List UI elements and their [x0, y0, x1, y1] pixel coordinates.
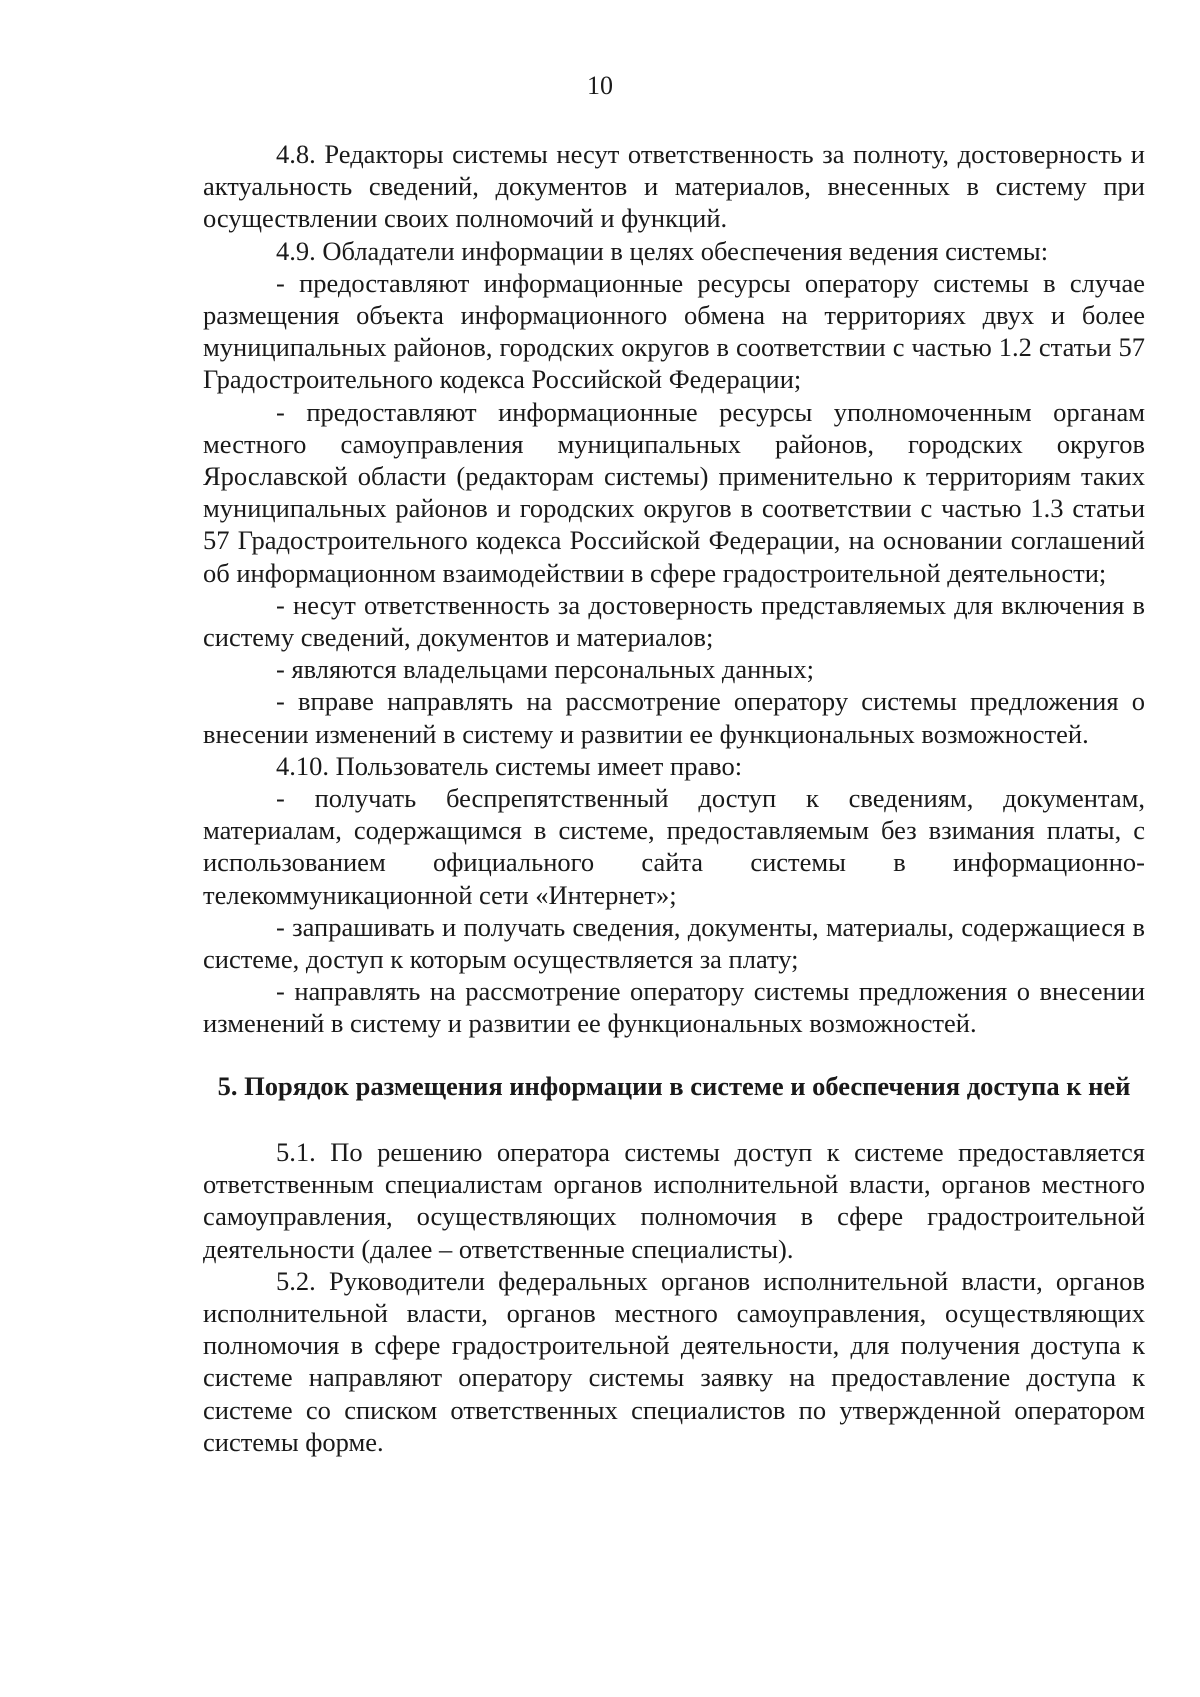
list-item-4-9-5: - вправе направлять на рассмотрение оператору системы предложения о внесении изменений в систему и развитии ее функциональных возможностей. — [203, 686, 1145, 749]
paragraph-4-8: 4.8. Редакторы системы несут ответственность за полноту, достоверность и актуальность сведений, документов и материалов, внесенных в систему при осуществлении своих полномочий и функций. — [203, 139, 1145, 234]
paragraph-4-9: 4.9. Обладатели информации в целях обеспечения ведения системы: — [276, 235, 1049, 266]
section-spacer — [203, 1040, 1145, 1070]
list-item-4-9-3: - несут ответственность за достоверность представляемых для включения в систему сведений, документов и материалов; — [203, 589, 1145, 653]
document-body — [203, 138, 1145, 1458]
list-item-4-9-4: - являются владельцами персональных данных; — [276, 654, 814, 685]
page-number: 10 — [587, 71, 613, 100]
section-spacer — [203, 1102, 1145, 1136]
list-item-4-9-1: - предоставляют информационные ресурсы оператору системы в случае размещения объекта информационного обмена на территориях двух и более муниципальных районов, городских округов в соответствии с частью 1.2 статьи 57 Градостроительного кодекса Российской Федерации; — [203, 267, 1145, 395]
list-item-4-10-1: - получать беспрепятственный доступ к сведениям, документам, материалам, содержащимся в системе, предоставляемым без взимания платы, с использованием официального сайта системы в информационно-телекоммуникационной сети «Интернет»; — [203, 783, 1145, 910]
paragraph-4-10: 4.10. Пользователь системы имеет право: — [276, 750, 743, 781]
paragraph-5-2: 5.2. Руководители федеральных органов исполнительной власти, органов исполнительной власти, органов местного самоуправления, осуществляющих полномочия в сфере градостроительной деятельности, для получения доступа к системе направляют оператору системы заявку на предоставление доступа к системе со списком ответственных специалистов по утвержденной оператором системы форме. — [203, 1265, 1145, 1457]
list-item-4-10-3: - направлять на рассмотрение оператору системы предложения о внесении изменений в систему и развитии ее функциональных возможностей. — [203, 976, 1145, 1039]
paragraph-5-1: 5.1. По решению оператора системы доступ к системе предоставляется ответственным специалистам органов исполнительной власти, органов местного самоуправления, осуществляющих полномочия в сфере градостроительной деятельности (далее – ответственные специалисты). — [203, 1136, 1145, 1264]
section-heading: 5. Порядок размещения информации в системе и обеспечения доступа к ней — [217, 1070, 1131, 1101]
list-item-4-10-2: - запрашивать и получать сведения, документы, материалы, содержащиеся в системе, доступ к которым осуществляется за плату; — [203, 911, 1145, 975]
list-item-4-9-2: - предоставляют информационные ресурсы уполномоченным органам местного самоуправления муниципальных районов, городских округов Ярославской области (редакторам системы) применительно к территориям таких муниципальных районов и городских округов в соответствии с частью 1.3 статьи 57 Градостроительного кодекса Российской Федерации, на основании соглашений об информационном взаимодействии в сфере градостроительной деятельности; — [203, 396, 1145, 588]
